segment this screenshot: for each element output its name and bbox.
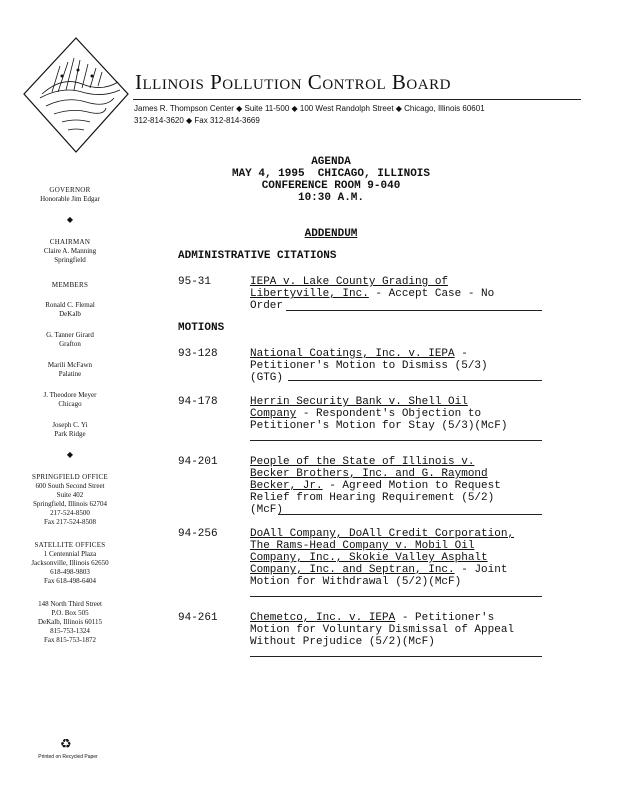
member-name: G. Tanner Girard bbox=[46, 331, 94, 339]
item-action-line: Without Prejudice (5/2)(McF) bbox=[250, 636, 435, 648]
item-number: 94-256 bbox=[178, 528, 218, 540]
recycle-icon: ♻ bbox=[60, 736, 72, 751]
item-number: 94-261 bbox=[178, 612, 218, 624]
item-number: 95-31 bbox=[178, 276, 212, 288]
case-title: The Rams-Head Company v. Mobil Oil bbox=[250, 540, 475, 552]
member-name: J. Theodore Meyer bbox=[43, 391, 97, 399]
springfield-block bbox=[20, 473, 120, 527]
sidebar bbox=[20, 186, 120, 656]
satellite-line: 1 Centennial Plaza bbox=[43, 550, 97, 558]
springfield-line: 600 South Second Street bbox=[35, 482, 105, 490]
satellite-line: 815-753-1324 bbox=[50, 627, 90, 635]
satellite-block-2 bbox=[20, 600, 120, 645]
case-title: Becker, Jr. bbox=[250, 480, 323, 492]
item-action-line: Order bbox=[250, 300, 284, 312]
satellite-line: DeKalb, Illinois 60115 bbox=[37, 618, 103, 626]
underline-rule bbox=[286, 310, 542, 311]
item-action: - Joint bbox=[454, 564, 508, 576]
item-action-line: (GTG) bbox=[250, 372, 284, 384]
member bbox=[20, 331, 120, 349]
members-title: MEMBERS bbox=[51, 281, 89, 289]
member-city: Grafton bbox=[59, 340, 81, 348]
item-action: - Respondent's Objection to bbox=[296, 408, 482, 420]
satellite-title: SATELLITE OFFICES bbox=[34, 541, 106, 549]
diamond-icon: ◆ bbox=[66, 450, 74, 459]
chairman-block bbox=[20, 238, 120, 265]
item-action-line: Petitioner's Motion to Dismiss (5/3) bbox=[250, 360, 488, 372]
case-title: IEPA v. Lake County Grading of bbox=[250, 276, 449, 288]
member bbox=[20, 361, 120, 379]
letterhead-phone: 312-814-3620 ◆ Fax 312-814-3669 bbox=[134, 116, 260, 125]
case-title: Company bbox=[250, 408, 297, 420]
underline-rule bbox=[250, 596, 542, 597]
case-title: People of the State of Illinois v. bbox=[250, 456, 475, 468]
section-administrative-citations: ADMINISTRATIVE CITATIONS bbox=[178, 250, 337, 262]
item-number: 93-128 bbox=[178, 348, 218, 360]
chairman-title: CHAIRMAN bbox=[49, 238, 91, 246]
case-title: Company, Inc. and Septran, Inc. bbox=[250, 564, 455, 576]
addendum-heading: ADDENDUM bbox=[304, 228, 358, 240]
satellite-block bbox=[20, 541, 120, 586]
item-action-line: (McF) bbox=[250, 504, 284, 516]
agenda-date-location: MAY 4, 1995 CHICAGO, ILLINOIS bbox=[231, 168, 431, 180]
member-city: Chicago bbox=[58, 400, 82, 408]
satellite-line: P.O. Box 505 bbox=[51, 609, 89, 617]
item-number: 94-201 bbox=[178, 456, 218, 468]
recycle-note: Printed on Recycled Paper bbox=[38, 754, 98, 760]
board-name: Illinois Pollution Control Board bbox=[135, 70, 451, 94]
members-block bbox=[20, 281, 120, 290]
item-action: - Accept Case - No bbox=[368, 288, 495, 300]
underline-rule bbox=[288, 380, 542, 381]
springfield-title: SPRINGFIELD OFFICE bbox=[32, 473, 108, 481]
letterhead-rule bbox=[133, 99, 581, 100]
underline-rule bbox=[278, 514, 542, 515]
governor-block bbox=[20, 186, 120, 204]
agenda-item-description bbox=[250, 276, 548, 312]
member bbox=[20, 421, 120, 439]
chairman-city: Springfield bbox=[54, 256, 86, 264]
chairman-name: Claire A. Manning bbox=[43, 247, 97, 255]
member-city: Park Ridge bbox=[54, 430, 86, 438]
governor-name: Honorable Jim Edgar bbox=[40, 195, 100, 203]
case-title: Libertyville, Inc. bbox=[250, 288, 369, 300]
agenda-header bbox=[200, 156, 462, 204]
case-title: Chemetco, Inc. v. IEPA bbox=[250, 612, 396, 624]
case-title: Becker Brothers, Inc. and G. Raymond bbox=[250, 468, 488, 480]
satellite-line: Fax 815-753-1872 bbox=[44, 636, 96, 644]
case-title: Company, Inc., Skokie Valley Asphalt bbox=[250, 552, 488, 564]
member bbox=[20, 301, 120, 319]
item-action-line: Relief from Hearing Requirement (5/2) bbox=[250, 492, 495, 504]
agenda-item-description bbox=[250, 348, 548, 384]
member-city: DeKalb bbox=[59, 310, 81, 318]
member-name: Marili McFawn bbox=[47, 361, 93, 369]
springfield-line: Springfield, Illinois 62704 bbox=[32, 500, 108, 508]
agenda-item-description bbox=[250, 612, 548, 648]
item-action: - Petitioner's bbox=[395, 612, 495, 624]
agenda-time: 10:30 A.M. bbox=[297, 192, 364, 204]
item-action: - bbox=[454, 348, 468, 360]
item-action: - Agreed Motion to Request bbox=[322, 480, 501, 492]
member-city: Palatine bbox=[58, 370, 82, 378]
agenda-item-description bbox=[250, 528, 548, 588]
satellite-line: Jacksonville, Illinois 62650 bbox=[31, 559, 109, 567]
item-action-line: Motion for Voluntary Dismissal of Appeal bbox=[250, 624, 515, 636]
member bbox=[20, 391, 120, 409]
diamond-icon: ◆ bbox=[66, 215, 74, 224]
satellite-line: 618-498-9803 bbox=[50, 568, 90, 576]
board-logo bbox=[22, 36, 130, 154]
item-action-line: Motion for Withdrawal (5/2)(McF) bbox=[250, 576, 462, 588]
section-motions: MOTIONS bbox=[178, 322, 225, 334]
agenda-room: CONFERENCE ROOM 9-040 bbox=[261, 180, 401, 192]
case-title: National Coatings, Inc. v. IEPA bbox=[250, 348, 455, 360]
letterhead-address: James R. Thompson Center ◆ Suite 11-500 ◆ 100 West Randolph Street ◆ Chicago, Illinois 60601 bbox=[134, 104, 485, 113]
underline-rule bbox=[250, 440, 542, 441]
case-title: Herrin Security Bank v. Shell Oil bbox=[250, 396, 468, 408]
case-title: DoAll Company, DoAll Credit Corporation, bbox=[250, 528, 515, 540]
governor-title: GOVERNOR bbox=[49, 186, 91, 194]
satellite-line: Fax 618-498-6404 bbox=[44, 577, 96, 585]
agenda-title: AGENDA bbox=[311, 156, 351, 168]
item-number: 94-178 bbox=[178, 396, 218, 408]
underline-rule bbox=[250, 656, 542, 657]
item-action-line: Petitioner's Motion for Stay (5/3)(McF) bbox=[250, 420, 508, 432]
springfield-line: 217-524-8500 bbox=[50, 509, 90, 517]
springfield-line: Fax 217-524-8508 bbox=[44, 518, 96, 526]
agenda-item-description bbox=[250, 456, 548, 516]
member-name: Joseph C. Yi bbox=[52, 421, 88, 429]
springfield-line: Suite 402 bbox=[56, 491, 84, 499]
satellite-line: 148 North Third Street bbox=[38, 600, 102, 608]
agenda-item-description bbox=[250, 396, 548, 432]
member-name: Ronald C. Flemal bbox=[45, 301, 95, 309]
